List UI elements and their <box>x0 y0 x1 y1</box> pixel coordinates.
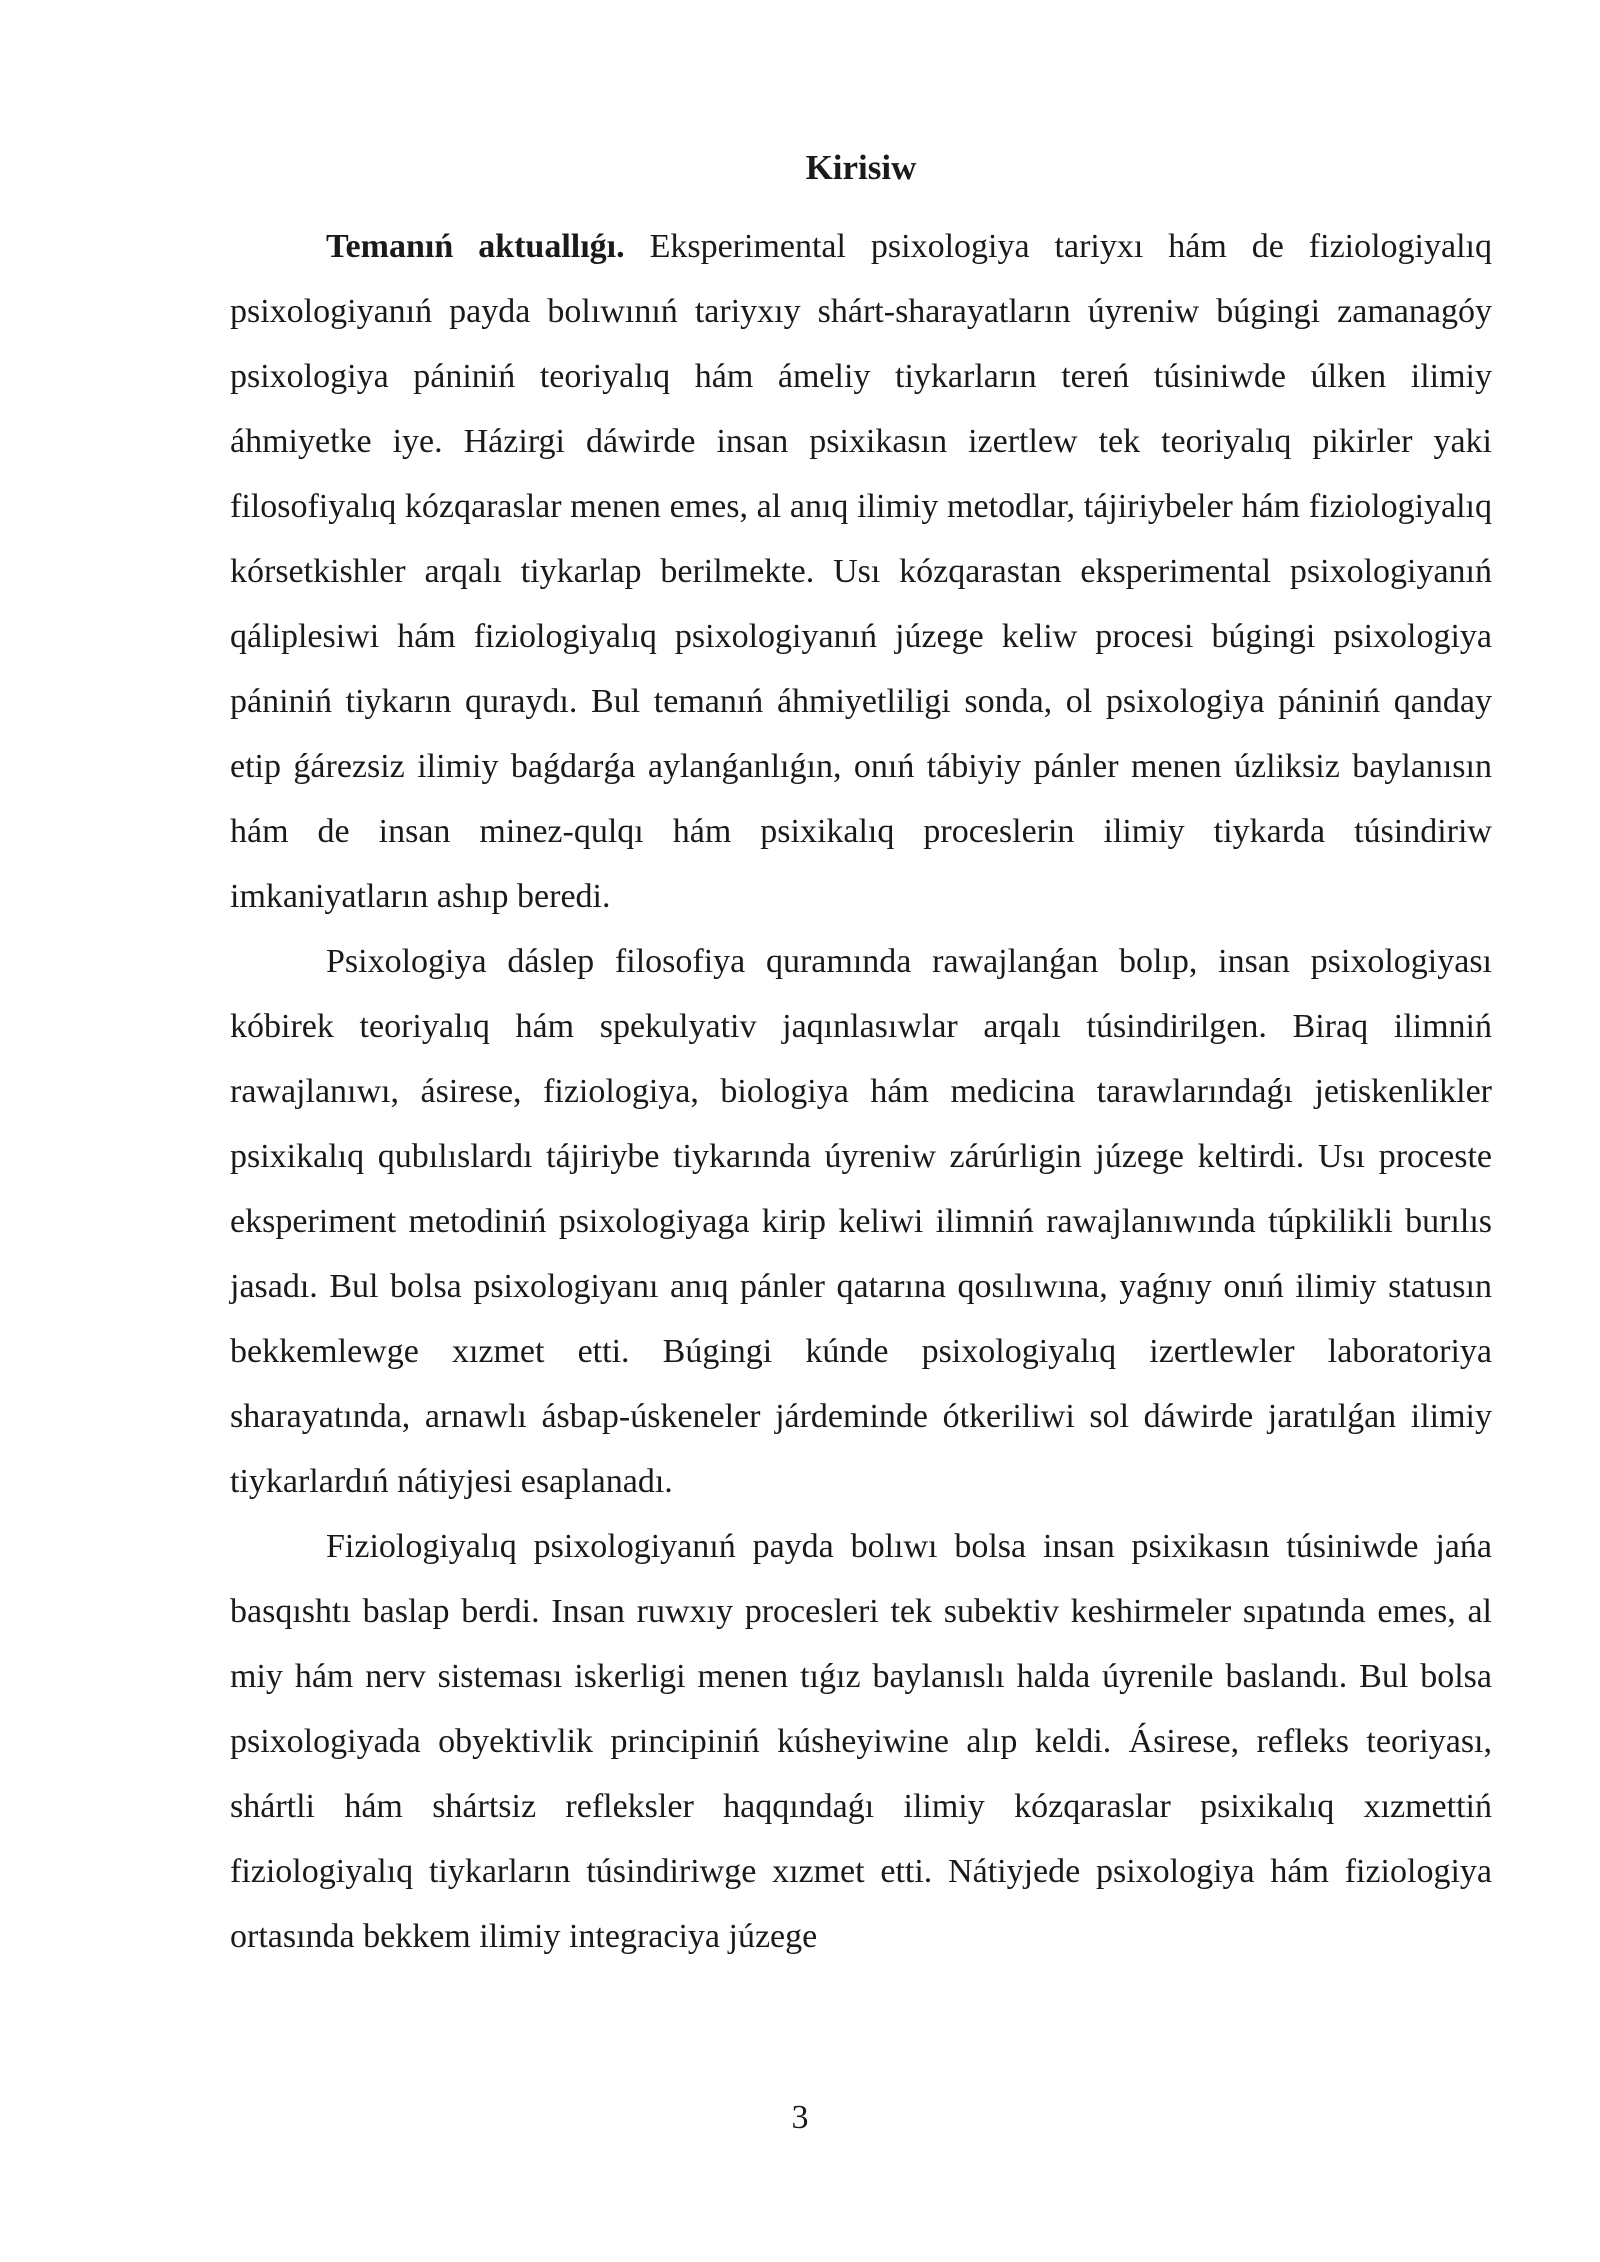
page-title: Kirisiw <box>805 148 917 187</box>
paragraph-1 <box>230 214 1492 929</box>
paragraph-3 <box>230 1514 1492 1969</box>
paragraph-2-text: Psixologiya dáslep filosofiya quramında rawajlanǵan bolıp, insan psixologiyası kóbirek teoriyalıq hám spekulyativ jaqınlasıwlar arqalı túsindirilgen. Biraq ilimniń rawajlanıwı, ásirese, fiziologiya, biologiya hám medicina tarawlarındaǵı jetiskenlikler psixikalıq qubılıslardı tájiriybe tiykarında úyreniw zárúrligin júzege keltirdi. Usı proceste eksperiment metodiniń psixologiyaga kirip keliwi ilimniń rawajlanıwında túpkilikli burılıs jasadı. Bul bolsa psixologiyanı anıq pánler qatarına qosılıwına, yaǵnıy onıń ilimiy statusın bekkemlewge xızmet etti. Búgingi kúnde psixologiyalıq izertlewler laboratoriya sharayatında, arnawlı ásbap-úskeneler járdeminde ótkeriliwi sol dáwirde jaratılǵan ilimiy tiykarlardıń nátiyjesi esaplanadı. <box>230 943 1492 1500</box>
paragraph-3-text: Fiziologiyalıq psixologiyanıń payda bolıwı bolsa insan psixikasın túsiniwde jańa basqıshtı baslap berdi. Insan ruwxıy procesleri tek subektiv keshirmeler sıpatında emes, al miy hám nerv sisteması iskerligi menen tıǵız baylanıslı halda úyrenile baslandı. Bul bolsa psixologiyada obyektivlik principiniń kúsheyiwine alıp keldi. Ásirese, refleks teoriyası, shártli hám shártsiz refleksler haqqındaǵı ilimiy kózqaraslar psixikalıq xızmettiń fiziologiyalıq tiykarların túsindiriwge xızmet etti. Nátiyjede psixologiya hám fiziologiya ortasında bekkem ilimiy integraciya júzege <box>230 1528 1492 1955</box>
paragraph-1-lead: Temanıń aktuallıǵı. <box>326 228 625 265</box>
paragraph-2 <box>230 929 1492 1514</box>
page-content <box>230 148 1492 1969</box>
page-number: 3 <box>791 2099 809 2136</box>
paragraph-1-text: Eksperimental psixologiya tariyxı hám de fiziologiyalıq psixologiyanıń payda bolıwınıń tariyxıy shárt-sharayatların úyreniw búgingi zamanagóy psixologiya pániniń teoriyalıq hám ámeliy tiykarların tereń túsiniwde úlken ilimiy áhmiyetke iye. Házirgi dáwirde insan psixikasın izertlew tek teoriyalıq pikirler yaki filosofiyalıq kózqaraslar menen emes, al anıq ilimiy metodlar, tájiriybeler hám fiziologiyalıq kórsetkishler arqalı tiykarlap berilmekte. Usı kózqarastan eksperimental psixologiyanıń qáliplesiwi hám fiziologiyalıq psixologiyanıń júzege keliw procesi búgingi psixologiya pániniń tiykarın quraydı. Bul temanıń áhmiyetliligi sonda, ol psixologiya pániniń qanday etip ǵárezsiz ilimiy baǵdarǵa aylanǵanlıǵın, onıń tábiyiy pánler menen úzliksiz baylanısın hám de insan minez-qulqı hám psixikalıq proceslerin ilimiy tiykarda túsindiriw imkaniyatların ashıp beredi. <box>230 228 1492 915</box>
